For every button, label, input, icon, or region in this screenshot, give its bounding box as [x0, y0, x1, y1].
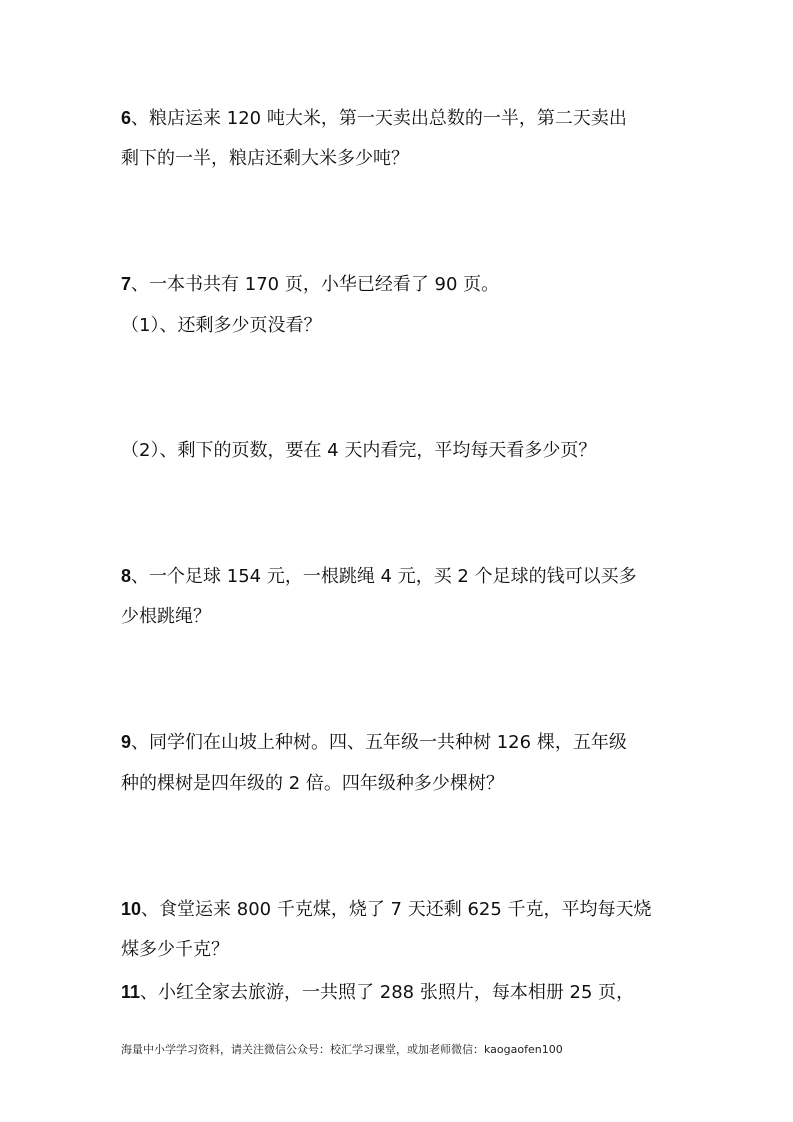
question-7-part-1: （1）、还剩多少页没看？ [121, 315, 322, 336]
question-10-text: 、食堂运来 800 千克煤，烧了 7 天还剩 625 千克，平均每天烧 [141, 899, 652, 920]
question-7-number: 7 [121, 274, 132, 294]
question-9-text: 、同学们在山坡上种树。四、五年级一共种树 126 棵，五年级 [131, 732, 627, 753]
question-10-number: 10 [121, 899, 142, 919]
question-9-number: 9 [121, 732, 132, 752]
question-8-line-2: 少根跳绳？ [121, 606, 211, 627]
question-10-line-2: 煤多少千克？ [121, 939, 229, 960]
question-11-number: 11 [121, 982, 141, 1002]
question-6-line-2: 剩下的一半，粮店还剩大米多少吨？ [121, 148, 409, 169]
question-8-line-1 [121, 564, 637, 589]
question-10-line-1 [121, 897, 652, 922]
question-6-number: 6 [121, 108, 132, 128]
question-9-line-1 [121, 730, 627, 755]
question-7-text: 、一本书共有 170 页，小华已经看了 90 页。 [131, 274, 500, 295]
question-9-line-2: 种的棵树是四年级的 2 倍。四年级种多少棵树？ [121, 773, 504, 794]
question-7-line-1 [121, 272, 499, 297]
question-7-part-2: （2）、剩下的页数，要在 4 天内看完，平均每天看多少页？ [121, 440, 597, 461]
question-11-text: 、小红全家去旅游，一共照了 288 张照片，每本相册 25 页， [140, 982, 635, 1003]
question-6-text: 、粮店运来 120 吨大米，第一天卖出总数的一半，第二天卖出 [131, 108, 627, 129]
question-8-text: 、一个足球 154 元，一根跳绳 4 元，买 2 个足球的钱可以买多 [131, 566, 637, 587]
footer-note: 海量中小学学习资料，请关注微信公众号：校汇学习课堂，或加老师微信：kaogaofen100 [121, 1043, 563, 1056]
question-11-line-1 [121, 980, 634, 1005]
question-8-number: 8 [121, 566, 132, 586]
question-6-line-1 [121, 106, 627, 131]
